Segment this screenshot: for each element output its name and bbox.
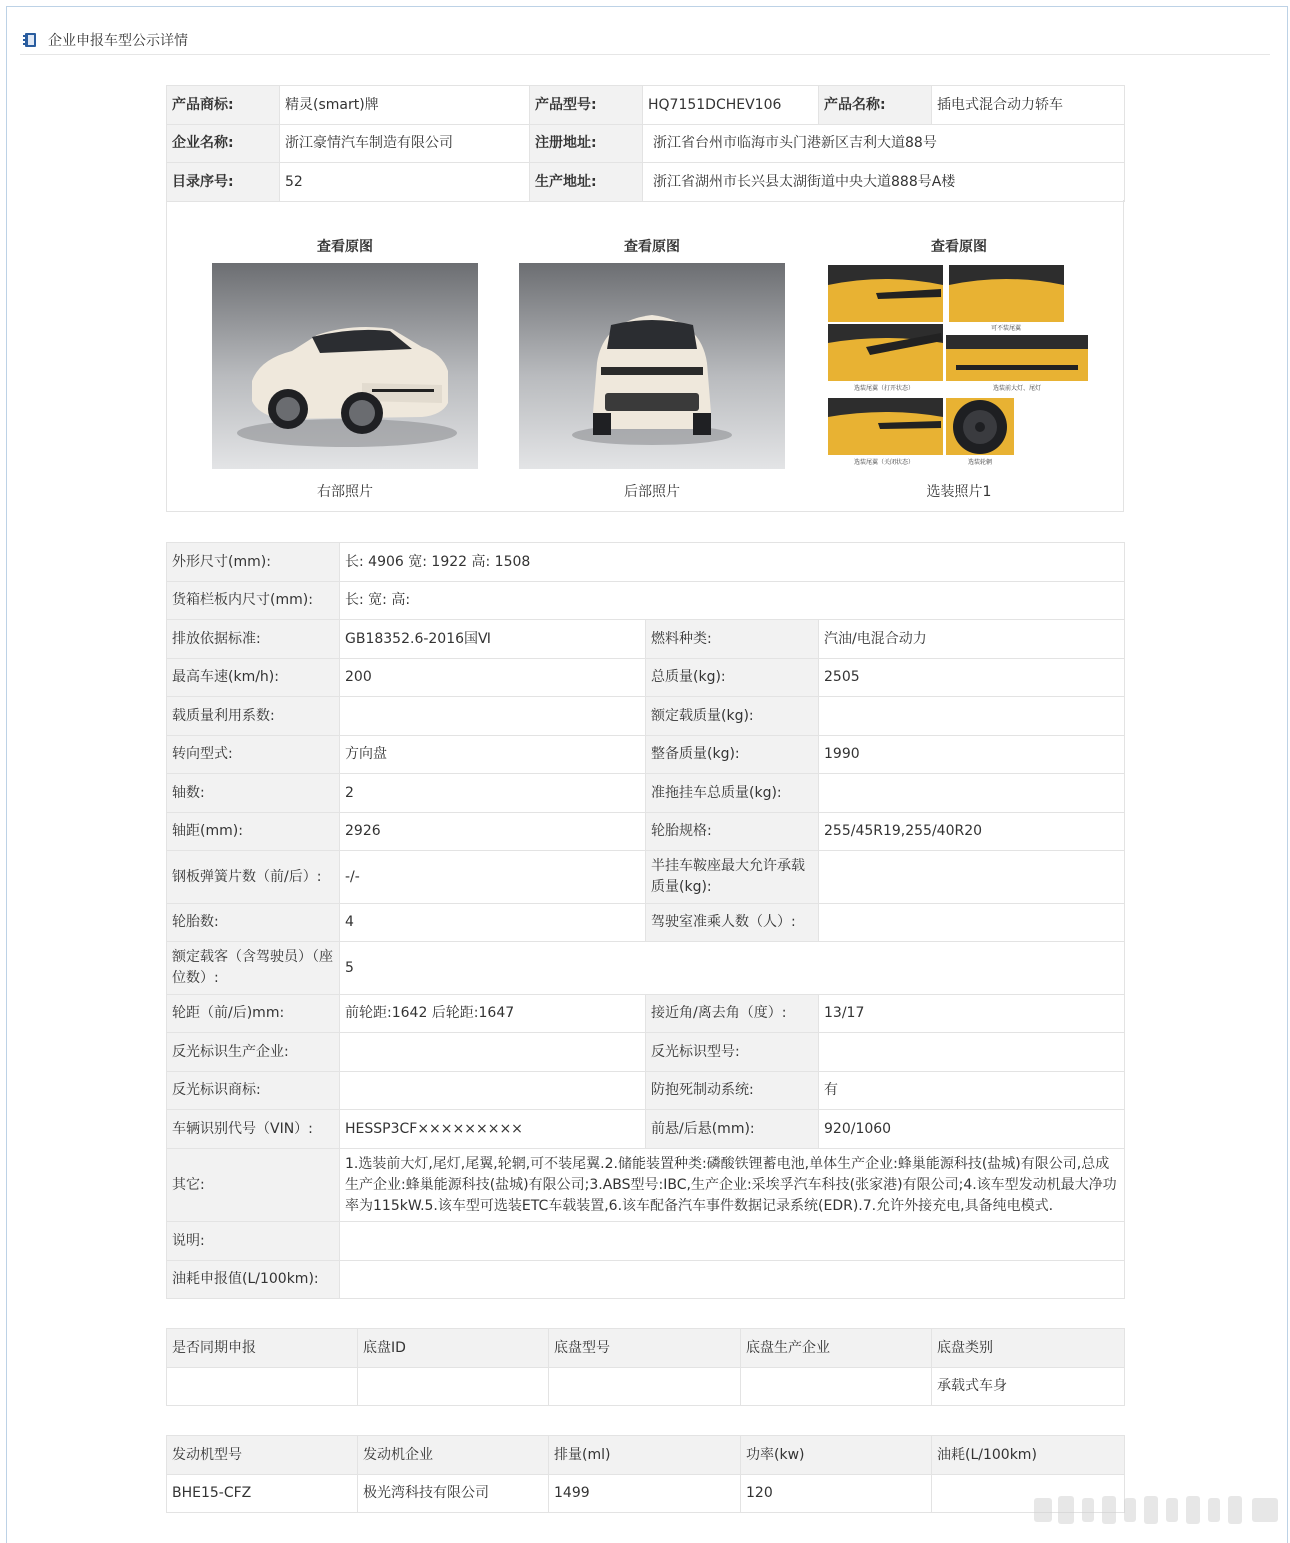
abs-value: 有 (819, 1072, 1125, 1110)
leaf-spring-value: -/- (340, 851, 646, 904)
fuel-type-label: 燃料种类: (646, 620, 819, 659)
max-speed-value: 200 (340, 659, 646, 697)
thumb-caption: 选装尾翼（打开状态） (853, 385, 915, 392)
track-label: 轮距（前/后)mm: (167, 995, 340, 1033)
other-label: 其它: (167, 1149, 340, 1222)
fuel-consumption-label: 油耗申报值(L/100km): (167, 1261, 340, 1299)
book-icon (23, 33, 37, 47)
panel-title: 企业申报车型公示详情 (48, 32, 188, 49)
column-header: 油耗(L/100km) (932, 1436, 1125, 1475)
dimensions-label: 外形尺寸(mm): (167, 543, 340, 582)
wheelbase-value: 2926 (340, 813, 646, 851)
approach-angle-value: 13/17 (819, 995, 1125, 1033)
view-original-link[interactable]: 查看原图 (317, 239, 373, 255)
product-name-value: 插电式混合动力轿车 (932, 86, 1125, 125)
optional-parts-photo[interactable] (826, 263, 1092, 469)
curb-mass-label: 整备质量(kg): (646, 736, 819, 774)
table-cell (549, 1368, 741, 1406)
cargo-dimensions-value: 长: 宽: 高: (340, 582, 1125, 620)
table-cell (358, 1368, 549, 1406)
abs-label: 防抱死制动系统: (646, 1072, 819, 1110)
rated-load-label: 额定载质量(kg): (646, 697, 819, 736)
fuel-type-value: 汽油/电混合动力 (819, 620, 1125, 659)
total-mass-label: 总质量(kg): (646, 659, 819, 697)
reflector-brand-label: 反光标识商标: (167, 1072, 340, 1110)
reflector-maker-value (340, 1033, 646, 1072)
brand-value: 精灵(smart)牌 (280, 86, 530, 125)
rear-photo[interactable] (519, 263, 785, 469)
table-cell (167, 1368, 358, 1406)
column-header: 排量(ml) (549, 1436, 741, 1475)
column-header: 是否同期申报 (167, 1329, 358, 1368)
table-row (167, 1368, 1125, 1406)
photo-caption: 右部照片 (317, 484, 373, 500)
trailer-mass-value (819, 774, 1125, 813)
model-label: 产品型号: (530, 86, 643, 125)
vin-value: HESSP3CF××××××××× (340, 1110, 646, 1149)
company-value: 浙江豪情汽车制造有限公司 (280, 125, 530, 163)
table-row (167, 1475, 1125, 1513)
column-header: 底盘类别 (932, 1329, 1125, 1368)
tire-spec-value: 255/45R19,255/40R20 (819, 813, 1125, 851)
basic-info-table (166, 85, 1125, 202)
reflector-model-value (819, 1033, 1125, 1072)
table-cell: 1499 (549, 1475, 741, 1513)
emission-label: 排放依据标准: (167, 620, 340, 659)
column-header: 功率(kw) (741, 1436, 932, 1475)
column-header: 底盘生产企业 (741, 1329, 932, 1368)
thumb-caption: 选装前大灯、尾灯 (992, 385, 1042, 392)
total-mass-value: 2505 (819, 659, 1125, 697)
load-coefficient-label: 载质量利用系数: (167, 697, 340, 736)
panel-header (20, 25, 1270, 55)
engine-table (166, 1435, 1125, 1513)
photo-caption: 后部照片 (624, 484, 680, 500)
right-side-photo[interactable] (212, 263, 478, 469)
thumb-caption: 选装尾翼（关闭状态） (853, 459, 915, 466)
thumb-caption: 选装轮辋 (967, 459, 993, 466)
axles-value: 2 (340, 774, 646, 813)
chassis-table (166, 1328, 1125, 1406)
reg-address-label: 注册地址: (530, 125, 643, 163)
axles-label: 轴数: (167, 774, 340, 813)
other-value: 1.选装前大灯,尾灯,尾翼,轮辋,可不装尾翼.2.储能装置种类:磷酸铁锂蓄电池,单体生产企业:蜂巢能源科技(盐城)有限公司,总成生产企业:蜂巢能源科技(盐城)有限公司;3.ABS型号:IBC,生产企业:采埃孚汽车科技(张家港)有限公司;4.该车型发动机最大净功率为115kW.5.该车型可选装ETC车载装置,6.该车配备汽车事件数据记录系统(EDR).7.允许外接充电,具备纯电模式. (340, 1149, 1125, 1222)
seats-label: 额定载客（含驾驶员）（座位数）: (167, 942, 340, 995)
table-cell: 极光湾科技有限公司 (358, 1475, 549, 1513)
table-cell: 120 (741, 1475, 932, 1513)
tire-count-value: 4 (340, 904, 646, 942)
reflector-brand-value (340, 1072, 646, 1110)
max-speed-label: 最高车速(km/h): (167, 659, 340, 697)
vin-label: 车辆识别代号（VIN）: (167, 1110, 340, 1149)
column-header: 底盘型号 (549, 1329, 741, 1368)
leaf-spring-label: 钢板弹簧片数（前/后）: (167, 851, 340, 904)
rated-load-value (819, 697, 1125, 736)
cargo-dimensions-label: 货箱栏板内尺寸(mm): (167, 582, 340, 620)
note-value (340, 1222, 1125, 1261)
cab-occupants-label: 驾驶室准乘人数（人）: (646, 904, 819, 942)
column-header: 发动机企业 (358, 1436, 549, 1475)
prod-address-label: 生产地址: (530, 163, 643, 202)
curb-mass-value: 1990 (819, 736, 1125, 774)
dimensions-value: 长: 4906 宽: 1922 高: 1508 (340, 543, 1125, 582)
load-coefficient-value (340, 697, 646, 736)
column-header: 底盘ID (358, 1329, 549, 1368)
brand-label: 产品商标: (167, 86, 280, 125)
track-value: 前轮距:1642 后轮距:1647 (340, 995, 646, 1033)
tire-spec-label: 轮胎规格: (646, 813, 819, 851)
approach-angle-label: 接近角/离去角（度）: (646, 995, 819, 1033)
table-cell: 承载式车身 (932, 1368, 1125, 1406)
catalog-value: 52 (280, 163, 530, 202)
saddle-load-value (819, 851, 1125, 904)
fuel-consumption-value (340, 1261, 1125, 1299)
wheelbase-label: 轴距(mm): (167, 813, 340, 851)
thumb-caption: 可不装尾翼 (990, 325, 1022, 332)
photo-caption: 选装照片1 (926, 484, 992, 500)
steering-value: 方向盘 (340, 736, 646, 774)
prod-address-value: 浙江省湖州市长兴县太湖街道中央大道888号A楼 (643, 163, 1125, 202)
note-label: 说明: (167, 1222, 340, 1261)
specs-table (166, 542, 1125, 1299)
table-cell: BHE15-CFZ (167, 1475, 358, 1513)
tire-count-label: 轮胎数: (167, 904, 340, 942)
view-original-link[interactable]: 查看原图 (931, 239, 987, 255)
reg-address-value: 浙江省台州市临海市头门港新区吉利大道88号 (643, 125, 1125, 163)
product-name-label: 产品名称: (819, 86, 932, 125)
model-value: HQ7151DCHEV106 (643, 86, 819, 125)
reflector-model-label: 反光标识型号: (646, 1033, 819, 1072)
catalog-label: 目录序号: (167, 163, 280, 202)
company-label: 企业名称: (167, 125, 280, 163)
saddle-load-label: 半挂车鞍座最大允许承载质量(kg): (646, 851, 819, 904)
reflector-maker-label: 反光标识生产企业: (167, 1033, 340, 1072)
cab-occupants-value (819, 904, 1125, 942)
column-header: 发动机型号 (167, 1436, 358, 1475)
overhang-label: 前悬/后悬(mm): (646, 1110, 819, 1149)
watermark (1030, 1490, 1282, 1530)
photo-gallery (166, 200, 1124, 512)
trailer-mass-label: 准拖挂车总质量(kg): (646, 774, 819, 813)
overhang-value: 920/1060 (819, 1110, 1125, 1149)
view-original-link[interactable]: 查看原图 (624, 239, 680, 255)
seats-value: 5 (340, 942, 1125, 995)
emission-value: GB18352.6-2016国Ⅵ (340, 620, 646, 659)
steering-label: 转向型式: (167, 736, 340, 774)
table-cell (741, 1368, 932, 1406)
